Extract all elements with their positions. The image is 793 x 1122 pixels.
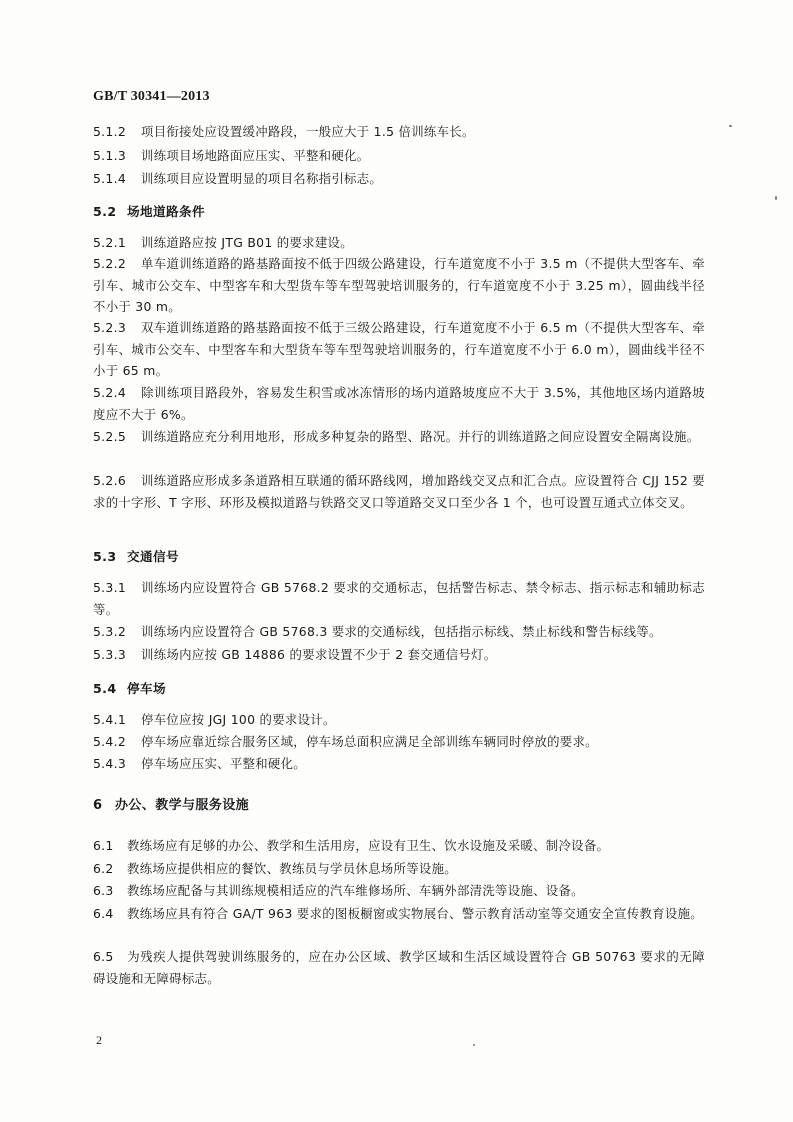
clause-5-2-3: [93, 317, 705, 382]
section-heading-5-2: [93, 206, 205, 219]
section-number: 5.2: [93, 204, 117, 219]
clause-5-2-4: [93, 382, 705, 425]
clause-number: 5.3.3: [93, 647, 127, 662]
clause-number: 5.2.2: [93, 256, 127, 271]
scan-speck: [473, 1044, 475, 1046]
clause-number: 6.3: [93, 883, 114, 898]
clause-5-4-3: [93, 753, 705, 775]
clause-text: 停车场应靠近综合服务区域，停车场总面积应满足全部训练车辆同时停放的要求。: [141, 734, 598, 749]
clause-number: 5.2.1: [93, 235, 127, 250]
clause-number: 5.2.5: [93, 429, 127, 444]
clause-text: 教练场应具有符合 GA/T 963 要求的图板橱窗或实物展台、警示教育活动室等交通安全宣传教育设施。: [127, 906, 703, 921]
clause-5-1-2: [93, 121, 705, 143]
clause-number: 5.2.3: [93, 320, 127, 335]
clause-text: 项目衔接处应设置缓冲路段，一般应大于 1.5 倍训练车长。: [141, 124, 475, 139]
clause-5-1-4: [93, 168, 705, 190]
clause-6-5: [93, 946, 705, 989]
clause-number: 5.2.6: [93, 473, 127, 488]
clause-number: 5.1.4: [93, 171, 127, 186]
chapter-heading-6: [93, 799, 249, 812]
clause-text: 为残疾人提供驾驶训练服务的，应在办公区域、教学区域和生活区域设置符合 GB 50763 要求的无障碍设施和无障碍标志。: [93, 949, 705, 986]
clause-text: 停车位应按 JGJ 100 的要求设计。: [141, 712, 336, 727]
section-title: 交通信号: [127, 549, 179, 564]
clause-5-1-3: [93, 145, 705, 167]
clause-text: 训练场内应设置符合 GB 5768.3 要求的交通标线，包括指示标线、禁止标线和警告标线等。: [141, 624, 662, 639]
clause-text: 训练项目应设置明显的项目名称指引标志。: [141, 171, 383, 186]
clause-text: 训练场内应设置符合 GB 5768.2 要求的交通标志，包括警告标志、禁令标志、指示标志和辅助标志等。: [93, 580, 705, 617]
clause-text: 训练项目场地路面应压实、平整和硬化。: [141, 148, 370, 163]
clause-number: 6.5: [93, 949, 114, 964]
clause-number: 5.4.1: [93, 712, 127, 727]
scan-speck: [729, 125, 732, 127]
clause-6-4: [93, 903, 705, 925]
clause-number: 5.3.1: [93, 580, 127, 595]
clause-text: 训练场内应按 GB 14886 的要求设置不少于 2 套交通信号灯。: [141, 647, 497, 662]
clause-text: 双车道训练道路的路基路面按不低于三级公路建设，行车道宽度不小于 6.5 m（不提供大型客车、牵引车、城市公交车、中型客车和大型货车等车型驾驶培训服务的，行车道宽度不小于 6.0 m），圆曲线半径不小于 65 m。: [93, 320, 705, 378]
clause-number: 5.4.2: [93, 734, 127, 749]
clause-number: 5.1.2: [93, 124, 127, 139]
clause-5-2-6: [93, 470, 705, 513]
chapter-number: 6: [93, 798, 103, 813]
chapter-title: 办公、教学与服务设施: [115, 798, 250, 813]
clause-5-2-1: [93, 232, 705, 254]
clause-text: 训练道路应形成多条道路相互联通的循环路线网，增加路线交叉点和汇合点。应设置符合 CJJ 152 要求的十字形、T 字形、环形及模拟道路与铁路交叉口等道路交叉口至少各 1 个，也可设置互通式立体交叉。: [93, 473, 705, 510]
section-heading-5-3: [93, 551, 179, 564]
clause-number: 5.4.3: [93, 756, 127, 771]
clause-5-2-2: [93, 253, 705, 318]
clause-6-2: [93, 858, 705, 880]
section-title: 场地道路条件: [127, 204, 205, 219]
clause-text: 训练道路应充分利用地形，形成多种复杂的路型、路况。并行的训练道路之间应设置安全隔离设施。: [141, 429, 700, 444]
clause-5-3-1: [93, 577, 705, 620]
clause-text: 教练场应有足够的办公、教学和生活用房，应设有卫生、饮水设施及采暖、制冷设备。: [127, 838, 610, 853]
clause-text: 教练场应提供相应的餐饮、教练员与学员休息场所等设施。: [127, 861, 457, 876]
clause-5-3-3: [93, 644, 705, 666]
clause-6-1: [93, 835, 705, 857]
clause-6-3: [93, 880, 705, 902]
section-heading-5-4: [93, 683, 166, 696]
clause-number: 5.2.4: [93, 385, 127, 400]
page-number: 2: [96, 1033, 102, 1047]
clause-number: 6.4: [93, 906, 114, 921]
section-title: 停车场: [127, 681, 166, 696]
clause-text: 停车场应压实、平整和硬化。: [141, 756, 306, 771]
clause-text: 训练道路应按 JTG B01 的要求建设。: [141, 235, 353, 250]
clause-5-4-1: [93, 709, 705, 731]
scan-speck: [775, 196, 777, 200]
clause-text: 单车道训练道路的路基路面按不低于四级公路建设，行车道宽度不小于 3.5 m（不提供大型客车、牵引车、城市公交车、中型客车和大型货车等车型驾驶培训服务的，行车道宽度不小于 3.25 m），圆曲线半径不小于 30 m。: [93, 256, 705, 314]
clause-5-4-2: [93, 731, 705, 753]
clause-text: 教练场应配备与其训练规模相适应的汽车维修场所、车辆外部清洗等设施、设备。: [127, 883, 584, 898]
clause-number: 6.1: [93, 838, 114, 853]
clause-5-3-2: [93, 621, 705, 643]
clause-number: 5.1.3: [93, 148, 127, 163]
clause-5-2-5: [93, 426, 705, 448]
section-number: 5.3: [93, 549, 117, 564]
clause-number: 5.3.2: [93, 624, 127, 639]
clause-number: 6.2: [93, 861, 114, 876]
standard-number: GB/T 30341—2013: [93, 89, 210, 104]
clause-text: 除训练项目路段外，容易发生积雪或冰冻情形的场内道路坡度应不大于 3.5%，其他地区场内道路坡度应不大于 6%。: [93, 385, 705, 422]
section-number: 5.4: [93, 681, 117, 696]
